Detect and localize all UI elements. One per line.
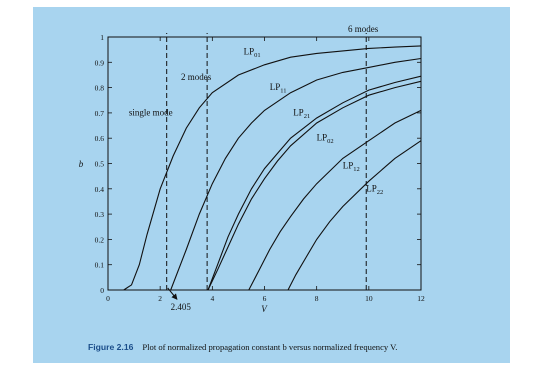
- curve-label-lp01: $LP_{01}$: [243, 46, 261, 60]
- y-tick-label: 0: [100, 286, 104, 295]
- figure-caption: [88, 342, 528, 352]
- cutoff-label: single mode: [128, 107, 173, 118]
- y-tick-label: 0.5: [94, 159, 104, 169]
- y-tick-label: 0.1: [94, 260, 104, 270]
- series-line-lp22: [288, 141, 421, 290]
- x-tick-label: 2: [158, 294, 163, 303]
- caption-text: Plot of normalized propagation constant b versus normalized frequency V.: [142, 342, 398, 352]
- series-line-lp11: [171, 59, 421, 291]
- y-axis-label: b: [78, 159, 84, 169]
- figure-panel: [33, 7, 510, 363]
- curve-label-lp02: $LP_{02}$: [316, 132, 334, 146]
- series-line-lp12: [249, 110, 421, 290]
- y-tick-label: 0.9: [94, 58, 104, 68]
- curve-label-lp11: $LP_{11}$: [269, 82, 287, 95]
- x-tick-label: 8: [314, 294, 319, 303]
- y-tick-label: 0.4: [94, 184, 104, 194]
- cutoff-label: 2 modes: [181, 72, 212, 83]
- curve-label-lp22: $LP_{22}$: [366, 183, 384, 196]
- cutoff-markers: [129, 24, 379, 290]
- axis-ticks: [95, 33, 425, 303]
- x-tick-label: 6: [262, 294, 267, 303]
- x-tick-label: 12: [417, 294, 425, 303]
- x-tick-label: 0: [106, 294, 110, 303]
- y-tick-label: 0.3: [94, 210, 104, 220]
- y-tick-label: 1: [100, 33, 104, 42]
- curve-label-lp21: $LP_{21}$: [293, 107, 311, 120]
- curve-label-lp12: $LP_{12}$: [342, 160, 360, 174]
- y-tick-label: 0.7: [94, 108, 104, 118]
- cutoff-value-label: 2.405: [170, 302, 191, 313]
- cutoff-label: 6 modes: [347, 23, 379, 34]
- y-tick-label: 0.6: [94, 134, 104, 144]
- y-tick-label: 0.2: [94, 235, 104, 245]
- series-line-lp21: [208, 76, 421, 290]
- y-tick-label: 0.8: [94, 83, 104, 93]
- cutoff-annotation: [168, 288, 192, 312]
- chart: [33, 7, 510, 337]
- x-tick-label: 4: [210, 294, 215, 303]
- plot-frame: [108, 37, 421, 290]
- figure-label: Figure 2.16: [88, 342, 134, 352]
- x-axis-label: V: [261, 304, 267, 314]
- x-tick-label: 10: [365, 294, 373, 303]
